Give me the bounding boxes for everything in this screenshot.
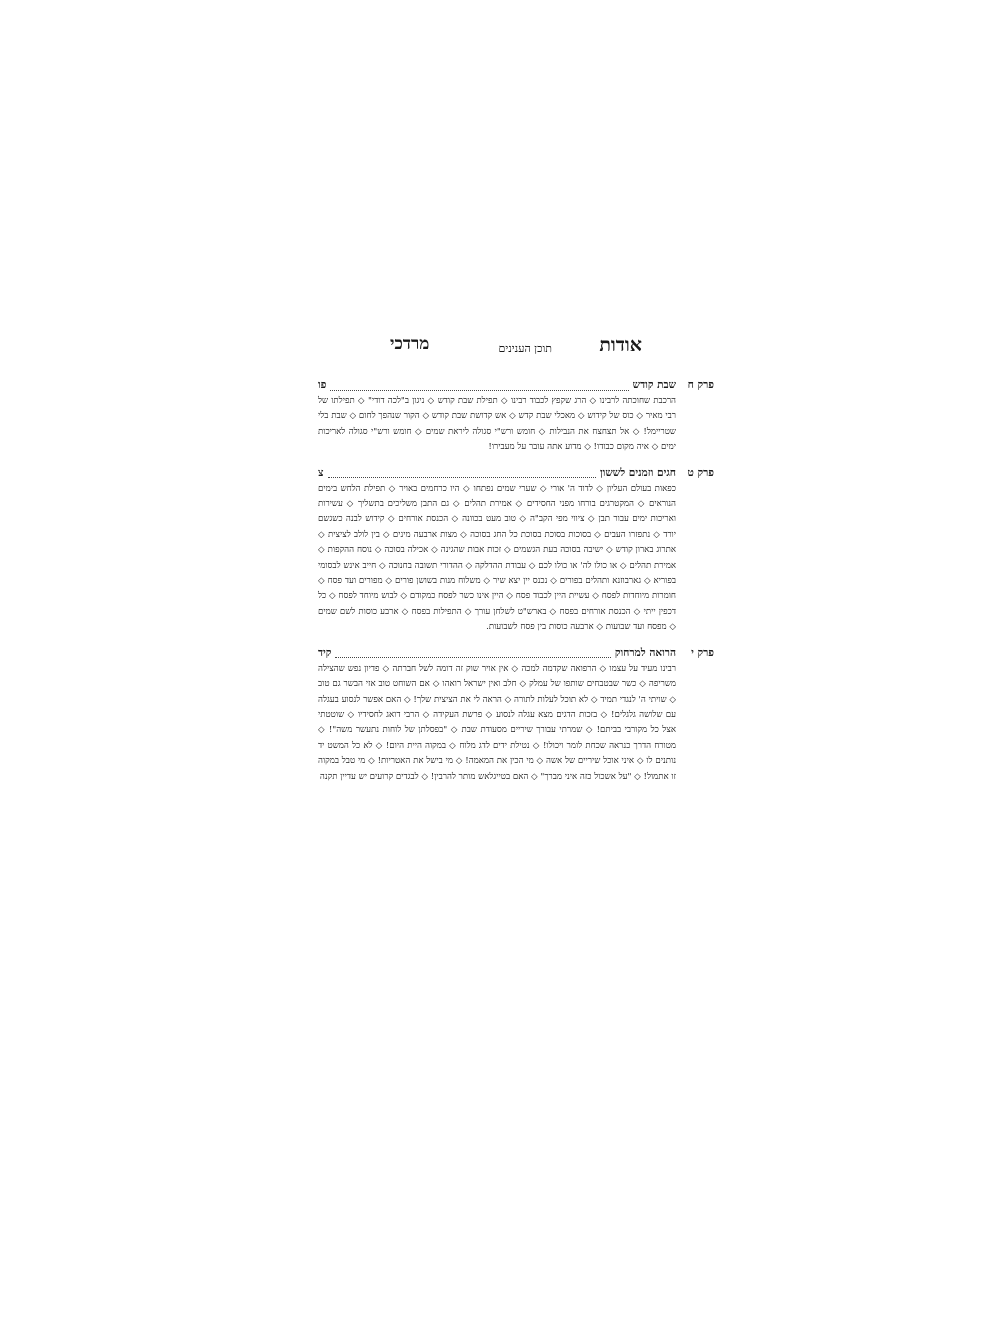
chapter-page-number: צ — [318, 466, 324, 479]
toc-chapter-10 — [318, 646, 714, 785]
chapter-page-number: קיד — [318, 646, 332, 659]
toc-entry-heading[interactable] — [318, 466, 714, 481]
toc-entry-heading[interactable] — [318, 646, 714, 661]
dot-leader — [328, 468, 596, 478]
toc-chapter-9 — [318, 466, 714, 636]
chapter-title: חגים וזמנים לששון — [600, 466, 676, 479]
header-right-title: אודות — [599, 334, 642, 356]
toc-page — [318, 334, 714, 785]
chapter-label: פרק ט — [687, 466, 714, 479]
dot-leader — [330, 381, 628, 391]
toc-entry-heading[interactable] — [318, 378, 714, 393]
chapter-topics: רבינו מעיד על עצמו ◇ הרפואה שקדמה למכה ◇ אין אויר שוק זה דומה לשל חברתה ◇ פדיון נפש שהצילה משריפה ◇ כשר שבטבחים שותפו של עמלק ◇ חלב ואין ישראל רואהו ◇ אם השוחט טוב אזי הבשר גם טוב ◇ שויתי ה' לנגדי תמיד ◇ לא תוכל לעלות לתורה ◇ הראה לי את הציצית שלך! ◇ האם אפשר לנסוע בעגלה עם שלושה גלגלים! ◇ בזכות הדגים מצא עגלה לנסוע ◇ פרשת העקידה ◇ הרבי דואג לחסידיו ◇ שוטטתי אצל כל מקורבי בביתם! ◇ שמרתי עבורך שיריים מסעודת שבת ◇ "בפסלתן של לוחות נתעשר משה"! ◇ מטורח הדרך כנראה שכחת לומר ויכולו! ◇ נטילת ידים לדג מלוח ◇ במקוה היית היום! ◇ לא כל המשט יד נותנים לו ◇ איני אוכל שיריים של אשה ◇ מי הכין את המאמה! ◇ מי בישל את האטריות! ◇ מי טבל במקוה זו אתמול! ◇ "על אשכול כזה איני מברך" ◇ האם בטייגלאש מותר להרבין! ◇ לבגדים קרועים יש עדיין תקנה — [318, 663, 676, 782]
chapter-title: שבת קודש — [632, 379, 676, 391]
chapter-label: פרק י — [691, 646, 714, 659]
chapter-topics: כפאות בעולם העליון ◇ לדוד ה' אורי ◇ שערי שמים נפתחו ◇ היו כרחמים באויר ◇ תפילת הלחש בימים הנוראים ◇ המקטרגים בורחו מפני החסידים ◇ אמירת תהלים ◇ גם התבן משליכים בתשליך ◇ עשירות ואריכות ימים עבור תבן ◇ ציווי מפי הקב"ה ◇ טוב מעט בכוונה ◇ הכנסת אורחים ◇ קידוש לבנה כשגשם יורד ◇ נתפזרו העבים ◇ בסוכות בסוכת בסוכת כל החג בסוכה ◇ מצות ארבעה מינים ◇ בין לולב לציצית ◇ אתרוג בארון קודש ◇ ישיבה בסוכה בעת הגשמים ◇ זכות אבות שהגינה ◇ אכילה בסוכה ◇ נוסח ההקפות ◇ אמירת תהלים ◇ או כולו לה' או כולו לכם ◇ עבודת ההדלקה ◇ ההדורי תשובה בחנוכה ◇ חייב אינש לבסומי בפוריא ◇ גארבוזנא ותהלים בפורים ◇ נכנס יין יצא שיר ◇ משלוח מנות בשושן פורים ◇ מפורים ועד פסח ◇ חומרות מיוחדות לפסח ◇ עשיית היין לכבוד פסח ◇ היין אינו כשר לפסח כמקודם ◇ לבוש מיוחד לפסח ◇ כל דכפין ייתי ◇ הכנסת אורחים בפסח ◇ בארש"ט לשלחן עורך ◇ התפילות בפסח ◇ ארבע כוסות לשם שמים ◇ מפסח ועד שבועות ◇ ארבעה כוסות בין פסח לשבועות. — [318, 483, 676, 633]
chapter-label: פרק ח — [687, 379, 714, 391]
header-left-title: מרדכי — [390, 334, 430, 354]
dot-leader — [335, 648, 610, 658]
toc-chapter-8 — [318, 378, 714, 456]
chapter-title: הרואה למרחוק — [614, 646, 676, 659]
chapter-topics: הרכבת שחוכתה לרבינו ◇ הרג שקפץ לכבוד רבינו ◇ תפילת שבת קודש ◇ ניגון ב"לכה דודי" ◇ תפילתו של רבי מאיר ◇ כוס של קידוש ◇ מאכלי שבת קדש ◇ אש קדושת שבת קודש ◇ הקור שנהפך לחום ◇ שבת בלי שטריימל! ◇ אל תצחצח את הנבילות ◇ חומש ורש"י סגולה ליראת שמים ◇ חומש ורש"י סגולה לאריכות ימים ◇ איה מקום כבודו! ◇ מדוע אתה עובר על מעבירו! — [318, 396, 676, 453]
chapter-page-number: פו — [318, 379, 327, 391]
header-middle-title: תוכן הענינים — [498, 342, 552, 355]
running-header — [318, 334, 714, 368]
